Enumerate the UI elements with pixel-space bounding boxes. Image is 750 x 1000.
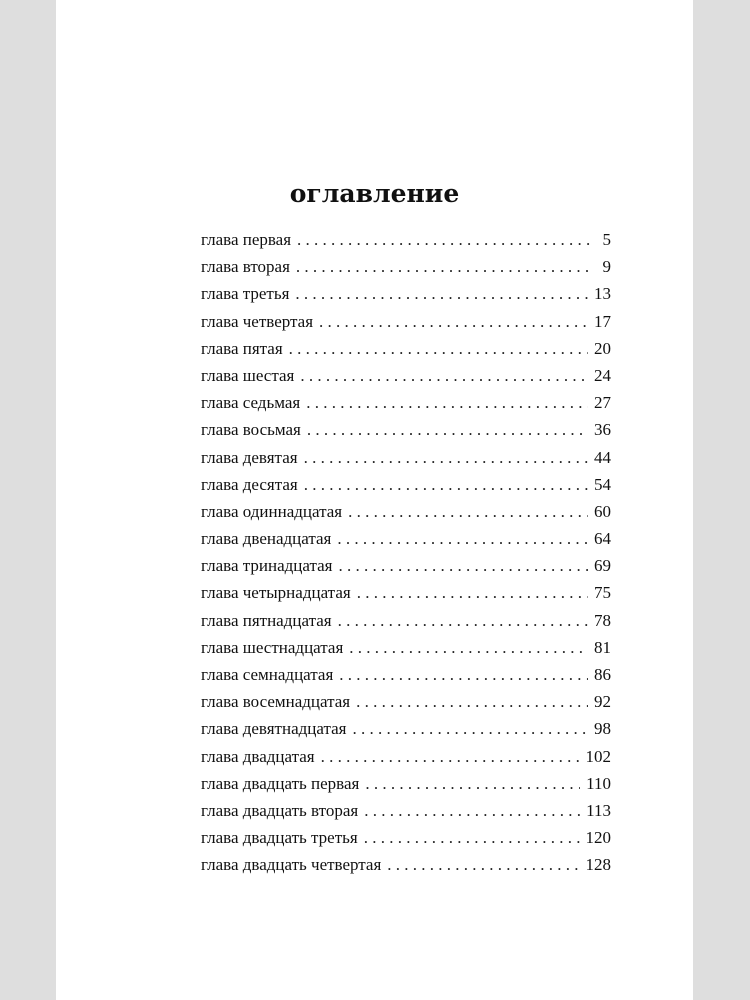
toc-entry[interactable] — [201, 312, 611, 339]
toc-entry[interactable] — [201, 828, 611, 855]
toc-entry-page: 86 — [594, 665, 611, 684]
toc-entry-page: 17 — [594, 311, 611, 331]
toc-entry-page: 36 — [594, 420, 611, 440]
toc-entry-page: 64 — [594, 529, 611, 549]
toc-dot-leader — [352, 719, 588, 739]
toc-entry-page: 9 — [602, 257, 611, 277]
toc-entry-page: 75 — [594, 583, 611, 603]
toc-entry-page: 92 — [594, 692, 611, 712]
toc-entry-page: 128 — [585, 855, 611, 875]
toc-dot-leader — [300, 366, 588, 386]
toc-dot-leader — [321, 747, 580, 767]
toc-entry-label: глава двенадцатая — [201, 529, 332, 549]
toc-entry[interactable] — [201, 257, 611, 284]
toc-entry[interactable] — [201, 475, 611, 502]
toc-entry[interactable] — [201, 774, 611, 801]
toc-entry-page: 69 — [594, 556, 611, 576]
toc-entry[interactable] — [201, 855, 611, 882]
toc-entry-label: глава девятая — [201, 447, 298, 467]
toc-dot-leader — [349, 638, 588, 658]
toc-entry[interactable] — [201, 284, 611, 311]
toc-entry-label: глава двадцать вторая — [201, 800, 359, 820]
toc-entry-label: глава двадцать первая — [201, 773, 360, 793]
toc-dot-leader — [364, 828, 580, 848]
toc-entry-page: 24 — [594, 365, 611, 385]
toc-dot-leader — [304, 448, 588, 468]
toc-dot-leader — [339, 665, 588, 685]
toc-entry-page: 81 — [594, 637, 611, 657]
toc-entry-page: 102 — [585, 746, 611, 766]
toc-dot-leader — [297, 230, 591, 250]
toc-dot-leader — [356, 692, 588, 712]
toc-dot-leader — [296, 257, 591, 277]
toc-entry-page: 60 — [594, 501, 611, 521]
toc-entry-page: 13 — [594, 284, 611, 304]
toc-dot-leader — [289, 339, 588, 359]
toc-entry-label: глава третья — [201, 284, 290, 304]
toc-title: оглавление — [289, 179, 460, 208]
toc-dot-leader — [338, 556, 588, 576]
toc-entry-page: 44 — [594, 447, 611, 467]
toc-dot-leader — [307, 420, 588, 440]
toc-entry-label: глава четырнадцатая — [201, 583, 351, 603]
toc-entry-label: глава тринадцатая — [201, 556, 333, 576]
toc-entry[interactable] — [201, 638, 611, 665]
toc-entry[interactable] — [201, 692, 611, 719]
toc-dot-leader — [304, 475, 588, 495]
toc-entry-page: 27 — [594, 393, 611, 413]
toc-entry-page: 78 — [594, 610, 611, 630]
toc-entry[interactable] — [201, 230, 611, 257]
toc-entry-label: глава четвертая — [201, 311, 314, 331]
toc-entry[interactable] — [201, 747, 611, 774]
toc-entry-label: глава двадцать четвертая — [201, 855, 382, 875]
toc-entry-page: 54 — [594, 474, 611, 494]
toc-entry[interactable] — [201, 366, 611, 393]
toc-entry-label: глава вторая — [201, 257, 290, 277]
toc-dot-leader — [364, 801, 580, 821]
toc-entry-label: глава пятнадцатая — [201, 610, 332, 630]
book-page — [56, 0, 693, 1000]
toc-entry[interactable] — [201, 801, 611, 828]
toc-entry[interactable] — [201, 448, 611, 475]
toc-dot-leader — [387, 855, 579, 875]
toc-entry-label: глава двадцатая — [201, 746, 315, 766]
toc-entry-page: 98 — [594, 719, 611, 739]
toc-dot-leader — [337, 529, 588, 549]
toc-entry-label: глава семнадцатая — [201, 665, 334, 684]
toc-entry-label: глава одиннадцатая — [201, 501, 343, 521]
toc-entry[interactable] — [201, 583, 611, 610]
toc-entry-label: глава двадцать третья — [201, 828, 358, 848]
toc-entry[interactable] — [201, 339, 611, 366]
toc-entry-label: глава восемнадцатая — [201, 692, 351, 712]
toc-entry-label: глава девятнадцатая — [201, 719, 347, 739]
toc-dot-leader — [348, 502, 588, 522]
toc-entry-page: 110 — [586, 773, 611, 793]
toc-entry[interactable] — [201, 420, 611, 447]
toc-entry-label: глава седьмая — [201, 393, 301, 413]
toc-dot-leader — [365, 774, 580, 794]
toc-entry-page: 20 — [594, 338, 611, 358]
toc-dot-leader — [306, 393, 588, 413]
toc-entry-page: 5 — [602, 230, 611, 249]
toc-entry-label: глава шестнадцатая — [201, 637, 344, 657]
toc-entry-label: глава пятая — [201, 338, 283, 358]
toc-entry-label: глава шестая — [201, 365, 295, 385]
toc-entry-page: 113 — [586, 800, 611, 820]
toc-entry[interactable] — [201, 611, 611, 638]
toc-dot-leader — [338, 611, 588, 631]
toc-entry-label: глава первая — [201, 230, 292, 249]
toc-entry-label: глава восьмая — [201, 420, 301, 440]
toc-entry[interactable] — [201, 556, 611, 583]
toc-list — [201, 230, 611, 883]
toc-dot-leader — [357, 583, 588, 603]
toc-entry[interactable] — [201, 529, 611, 556]
toc-entry[interactable] — [201, 393, 611, 420]
toc-entry-page: 120 — [585, 828, 611, 848]
toc-dot-leader — [319, 312, 588, 332]
toc-dot-leader — [295, 284, 588, 304]
toc-entry-label: глава десятая — [201, 474, 298, 494]
toc-entry[interactable] — [201, 502, 611, 529]
toc-entry[interactable] — [201, 719, 611, 746]
toc-entry[interactable] — [201, 665, 611, 692]
